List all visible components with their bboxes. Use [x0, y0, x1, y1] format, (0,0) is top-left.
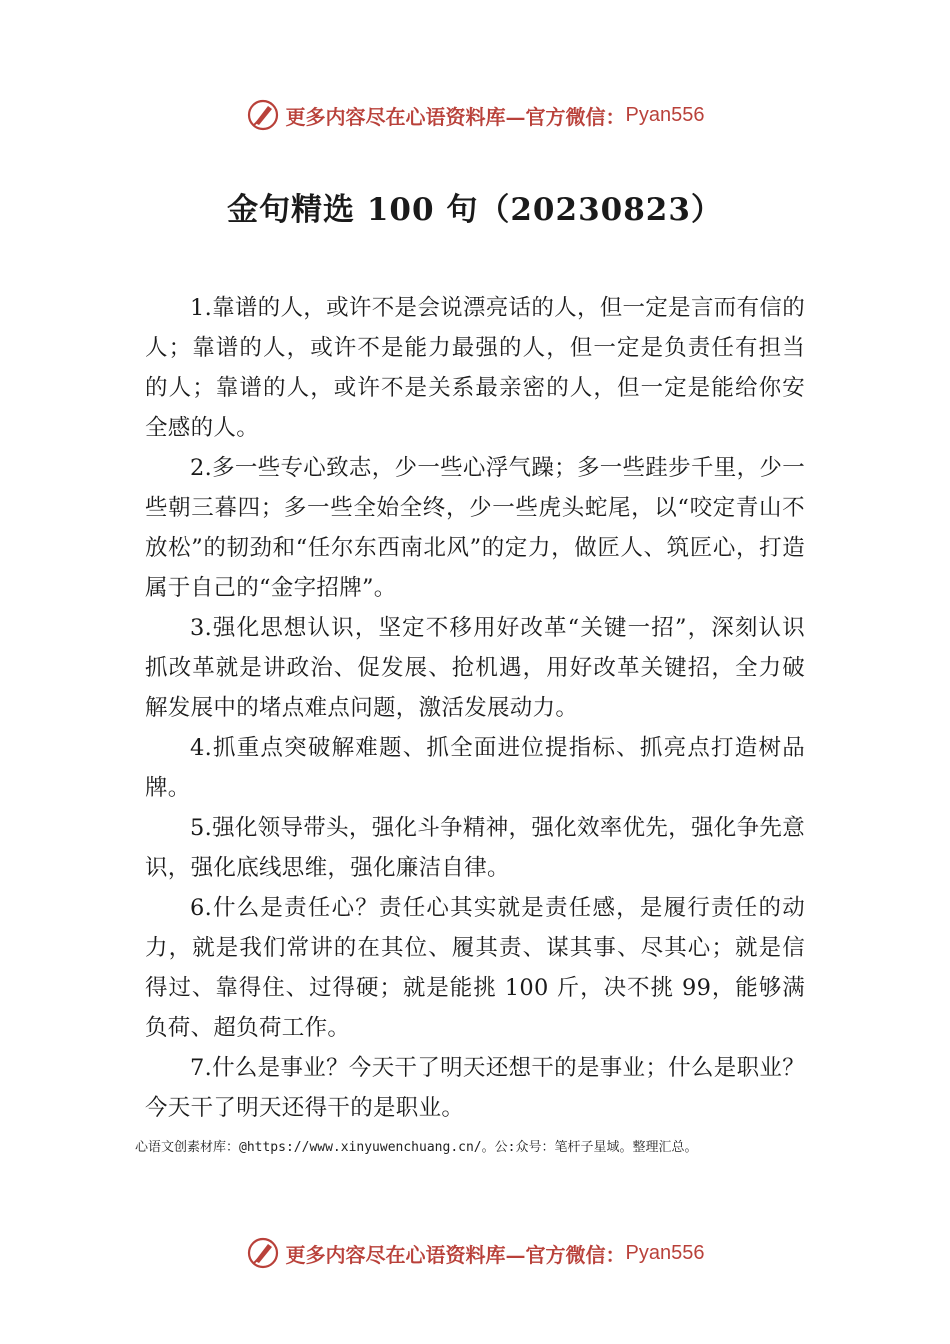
quote-paragraph-1: 1.靠谱的人，或许不是会说漂亮话的人，但一定是言而有信的人；靠谱的人，或许不是能力最强的人，但一定是负责任有担当的人；靠谱的人，或许不是关系最亲密的人，但一定是能给你安全感的人。: [145, 295, 805, 441]
page-title: 金句精选 100 句（20230823）: [227, 192, 723, 228]
quote-paragraph-4: 4.抓重点突破解难题、抓全面进位提指标、抓亮点打造树品牌。: [145, 735, 805, 801]
header-banner: [0, 95, 950, 135]
quote-paragraph-2: 2.多一些专心致志，少一些心浮气躁；多一些跬步千里，少一些朝三暮四；多一些全始全终，少一些虎头蛇尾，以“咬定青山不放松”的韧劲和“任尔东西南北风”的定力，做匠人、筑匠心，打造属于自己的“金字招牌”。: [145, 455, 805, 601]
quote-paragraph-6: 6.什么是责任心？责任心其实就是责任感，是履行责任的动力，就是我们常讲的在其位、履其责、谋其事、尽其心；就是信得过、靠得住、过得硬；就是能挑 100 斤，决不挑 99，能够满负荷、超负荷工作。: [145, 895, 805, 1041]
quill-seal-icon: [246, 1236, 280, 1270]
quote-paragraph-5: 5.强化领导带头，强化斗争精神，强化效率优先，强化争先意识，强化底线思维，强化廉洁自律。: [145, 815, 805, 881]
quill-seal-icon: [246, 98, 280, 132]
footer-banner: [0, 1233, 950, 1273]
quote-paragraph-7: 7.什么是事业？今天干了明天还想干的是事业；什么是职业？今天干了明天还得干的是职业。: [145, 1055, 805, 1121]
quote-paragraph-3: 3.强化思想认识，坚定不移用好改革“关键一招”，深刻认识抓改革就是讲政治、促发展、抢机遇，用好改革关键招，全力破解发展中的堵点难点问题，激活发展动力。: [145, 615, 805, 721]
banner-wechat-id: Pyan556: [625, 1241, 705, 1264]
source-note: 心语文创素材库：@https://www.xinyuwenchuang.cn/。公:众号：笔杆子星域。整理汇总。: [135, 1140, 698, 1155]
banner-text: 更多内容尽在心语资料库—官方微信：: [285, 104, 626, 129]
banner-text: 更多内容尽在心语资料库—官方微信：: [285, 1242, 626, 1267]
document-body: [145, 288, 805, 1128]
banner-wechat-id: Pyan556: [625, 103, 705, 126]
